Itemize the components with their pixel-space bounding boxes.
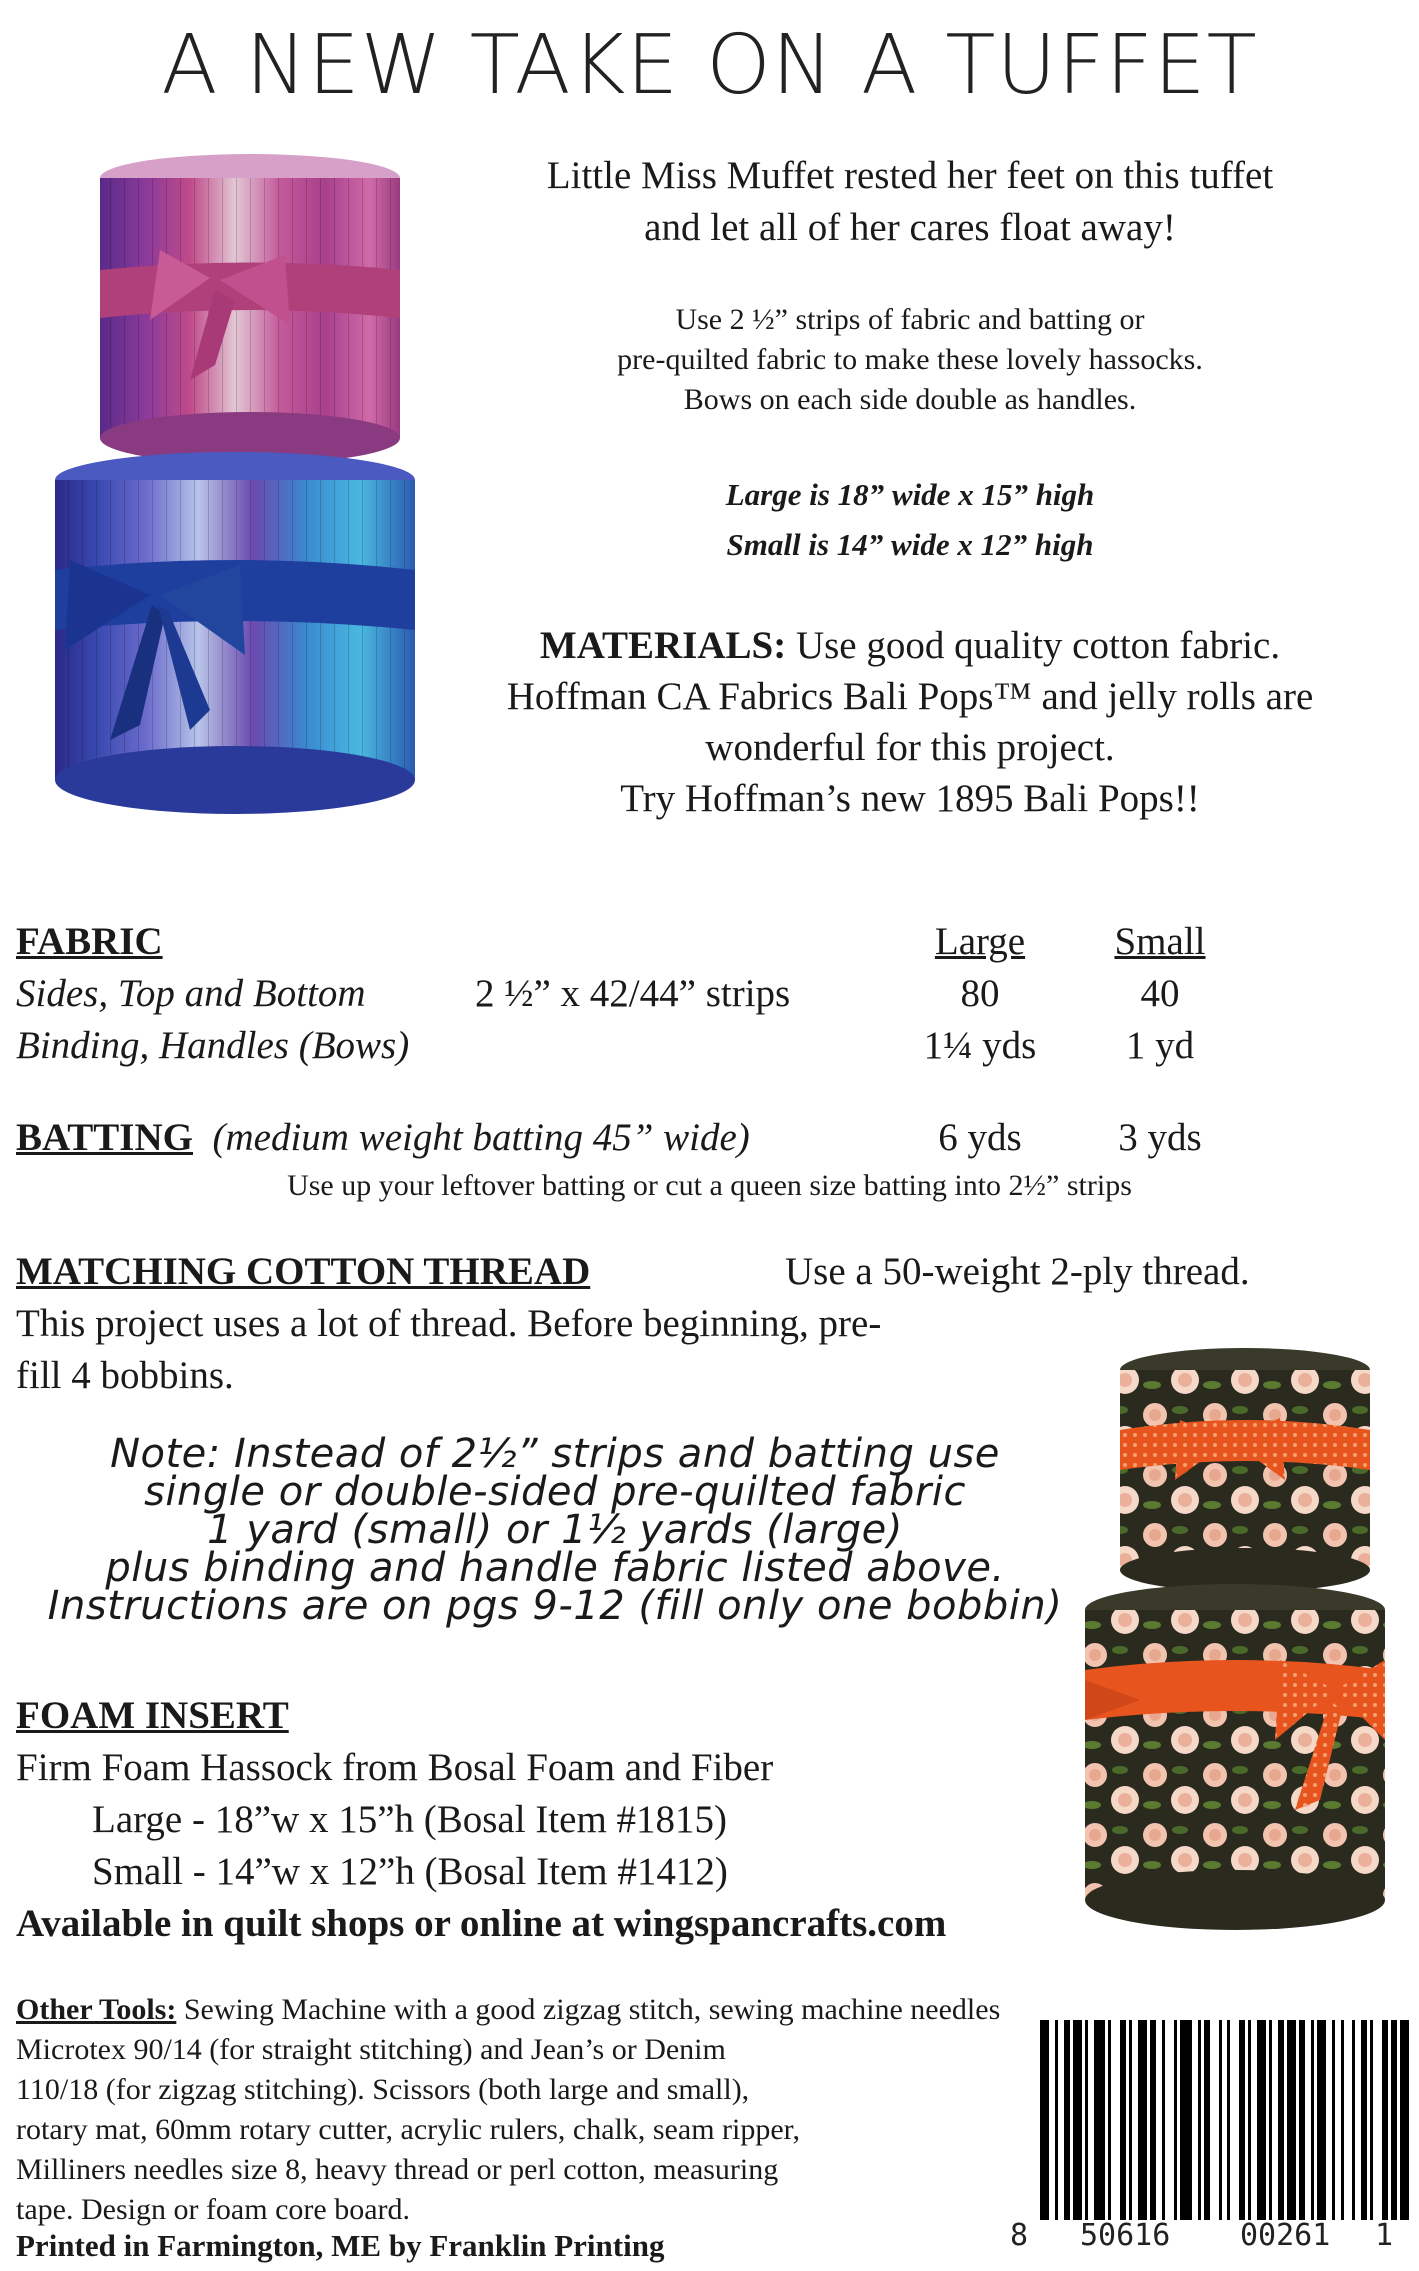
barcode-bar bbox=[1111, 2020, 1120, 2220]
materials-line-3: wonderful for this project. bbox=[705, 726, 1115, 769]
fabric-row-1-small: 40 bbox=[1140, 972, 1180, 1015]
fabric-row-2-small: 1 yd bbox=[1125, 1024, 1195, 1067]
intro-line-1: Little Miss Muffet rested her feet on this tuffet bbox=[546, 154, 1274, 197]
intro-detail-2: pre-quilted fabric to make these lovely hassocks. bbox=[617, 343, 1203, 376]
materials-line-1 bbox=[430, 620, 1390, 671]
batting-header: BATTING bbox=[16, 1116, 193, 1159]
barcode-bar bbox=[1138, 2020, 1147, 2220]
intro-detail-3: Bows on each side double as handles. bbox=[683, 383, 1137, 416]
intro-detail-1: Use 2 ½” strips of fabric and batting or bbox=[675, 303, 1145, 336]
barcode-lead-digit: 8 bbox=[1010, 2218, 1029, 2253]
barcode-bar bbox=[1230, 2020, 1239, 2220]
batting-note: (medium weight batting 45” wide) bbox=[212, 1116, 750, 1159]
materials-block bbox=[430, 620, 1390, 824]
upc-barcode bbox=[1010, 2020, 1410, 2265]
barcode-check-digit: 1 bbox=[1375, 2218, 1394, 2253]
tools-line-2: Microtex 90/14 (for straight stitching) and Jean’s or Denim bbox=[16, 2033, 726, 2066]
barcode-bar bbox=[1165, 2020, 1174, 2220]
fabric-row-1-name: Sides, Top and Bottom bbox=[16, 972, 366, 1015]
note-line-1: Note: Instead of 2½” strips and batting use bbox=[110, 1431, 1000, 1477]
materials-line-4: Try Hoffman’s new 1895 Bali Pops!! bbox=[620, 777, 1200, 820]
barcode-bar bbox=[1400, 2020, 1409, 2220]
batting-tip: Use up your leftover batting or cut a queen size batting into 2½” strips bbox=[287, 1169, 1132, 1202]
thread-line-1: This project uses a lot of thread. Before beginning, pre- bbox=[16, 1302, 882, 1345]
printer-credit: Printed in Farmington, ME by Franklin Printing bbox=[16, 2228, 665, 2263]
intro-tagline bbox=[430, 150, 1390, 254]
floral-tuffets-photo bbox=[1080, 1340, 1390, 1940]
batting-large: 6 yds bbox=[938, 1116, 1022, 1159]
barcode-bar bbox=[1073, 2020, 1082, 2220]
tools-line-3: 110/18 (for zigzag stitching). Scissors (both large and small), bbox=[16, 2073, 750, 2106]
availability-line: Available in quilt shops or online at wingspancrafts.com bbox=[16, 1902, 947, 1945]
materials-label: MATERIALS: bbox=[539, 624, 787, 667]
barcode-bar bbox=[1344, 2020, 1353, 2220]
fabric-row-2-name: Binding, Handles (Bows) bbox=[16, 1024, 410, 1067]
thread-spec: Use a 50-weight 2-ply thread. bbox=[785, 1250, 1250, 1293]
barcode-left-digits: 50616 bbox=[1080, 2218, 1171, 2253]
fabric-col-small: Small bbox=[1114, 920, 1206, 963]
fabric-row-1-desc: 2 ½” x 42/44” strips bbox=[475, 972, 791, 1015]
note-line-5: Instructions are on pgs 9-12 (fill only one bobbin) bbox=[47, 1583, 1063, 1629]
barcode-bar bbox=[1373, 2020, 1382, 2220]
size-small: Small is 14” wide x 12” high bbox=[726, 527, 1094, 562]
foam-small: Small - 14”w x 12”h (Bosal Item #1412) bbox=[92, 1850, 728, 1893]
striped-tuffets-illustration bbox=[40, 150, 440, 830]
intro-details bbox=[500, 300, 1320, 420]
materials-text-1: Use good quality cotton fabric. bbox=[786, 624, 1281, 667]
tools-line-5: Milliners needles size 8, heavy thread or perl cotton, measuring bbox=[16, 2153, 779, 2186]
tools-text-1: Sewing Machine with a good zigzag stitch, sewing machine needles bbox=[176, 1993, 1001, 2026]
intro-line-2: and let all of her cares float away! bbox=[644, 206, 1176, 249]
floral-tuffets-illustration bbox=[1080, 1340, 1390, 1940]
barcode-bar bbox=[1180, 2020, 1192, 2220]
tools-line-6: tape. Design or foam core board. bbox=[16, 2193, 411, 2226]
striped-tuffets-photo bbox=[40, 150, 440, 830]
barcode-bar bbox=[1287, 2020, 1296, 2220]
thread-line-2: fill 4 bobbins. bbox=[16, 1354, 234, 1397]
note-line-2: single or double-sided pre-quilted fabric bbox=[144, 1469, 966, 1515]
batting-small: 3 yds bbox=[1118, 1116, 1202, 1159]
thread-header: MATCHING COTTON THREAD bbox=[16, 1250, 591, 1293]
size-large: Large is 18” wide x 15” high bbox=[725, 477, 1095, 512]
barcode-bar bbox=[1094, 2020, 1106, 2220]
fabric-row-2-large: 1¼ yds bbox=[923, 1024, 1037, 1067]
note-line-4: plus binding and handle fabric listed above. bbox=[105, 1545, 1005, 1591]
barcode-bar bbox=[1317, 2020, 1326, 2220]
barcode-right-digits: 00261 bbox=[1240, 2218, 1331, 2253]
foam-header: FOAM INSERT bbox=[16, 1694, 289, 1737]
barcode-bar bbox=[1040, 2020, 1049, 2220]
barcode-bars bbox=[1040, 2020, 1410, 2220]
materials-line-2: Hoffman CA Fabrics Bali Pops™ and jelly rolls are bbox=[506, 675, 1314, 718]
size-specs bbox=[500, 470, 1320, 570]
prequilted-note bbox=[20, 1431, 1090, 1629]
fabric-col-large: Large bbox=[934, 920, 1026, 963]
barcode-bar bbox=[1257, 2020, 1266, 2220]
foam-line-1: Firm Foam Hassock from Bosal Foam and Fiber bbox=[16, 1746, 774, 1789]
tools-label: Other Tools: bbox=[16, 1993, 177, 2026]
barcode-bar bbox=[1210, 2020, 1219, 2220]
fabric-header: FABRIC bbox=[16, 920, 163, 963]
foam-large: Large - 18”w x 15”h (Bosal Item #1815) bbox=[92, 1798, 728, 1841]
batting-line bbox=[16, 1112, 750, 1163]
page-title: A NEW TAKE ON A TUFFET bbox=[161, 18, 1258, 113]
note-line-3: 1 yard (small) or 1½ yards (large) bbox=[207, 1507, 903, 1553]
fabric-row-1-large: 80 bbox=[960, 972, 1000, 1015]
tools-line-4: rotary mat, 60mm rotary cutter, acrylic rulers, chalk, seam ripper, bbox=[16, 2113, 800, 2146]
